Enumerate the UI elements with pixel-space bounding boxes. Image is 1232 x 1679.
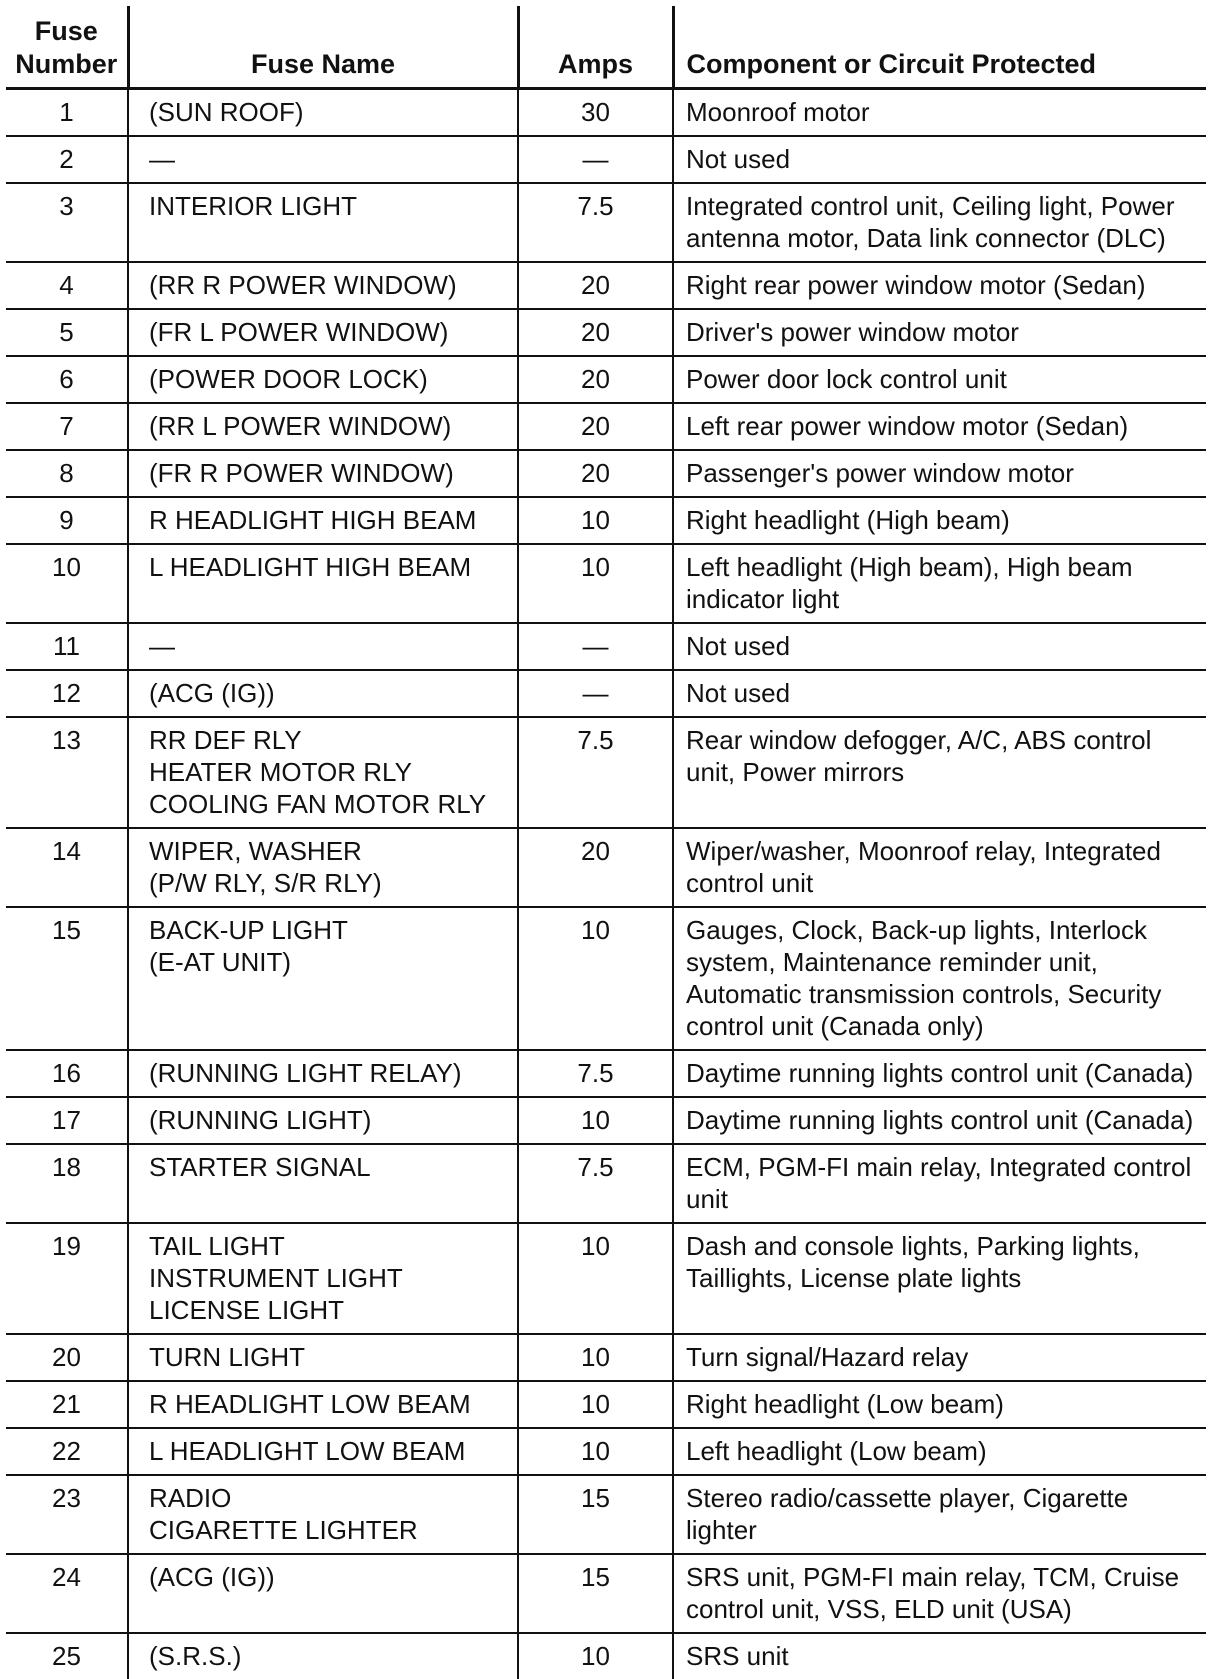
fuse-name-cell-text: (RR L POWER WINDOW) [149,411,451,441]
table-row [6,183,1206,262]
fuse-number-cell [6,1144,128,1223]
fuse-name-cell-text: L HEADLIGHT HIGH BEAM [149,552,471,582]
fuse-name-cell [128,623,518,670]
table-row [6,670,1206,717]
amps-cell-text: — [583,144,609,174]
amps-cell [518,1475,673,1554]
component-cell [673,1475,1206,1554]
fuse-name-cell [128,1428,518,1475]
component-cell-text: Not used [686,678,790,708]
fuse-name-cell-text: — [149,144,175,174]
fuse-name-cell [128,907,518,1050]
fuse-number-cell [6,183,128,262]
component-cell-text: Power door lock control unit [686,364,1007,394]
table-row [6,544,1206,623]
amps-cell [518,1050,673,1097]
fuse-number-cell [6,1223,128,1334]
component-cell-text: Not used [686,631,790,661]
component-cell-text: Left headlight (High beam), High beam indicator light [686,552,1133,614]
fuse-name-cell-text: (RUNNING LIGHT) [149,1105,371,1135]
amps-cell-text: — [583,678,609,708]
component-cell [673,670,1206,717]
component-cell-text: Left headlight (Low beam) [686,1436,987,1466]
fuse-number-cell-text: 7 [59,411,73,441]
amps-cell [518,1633,673,1679]
amps-cell-text: 15 [581,1483,610,1513]
table-row [6,309,1206,356]
amps-cell-text: 7.5 [577,1152,613,1182]
fuse-name-cell-text: STARTER SIGNAL [149,1152,371,1182]
fuse-number-cell-text: 25 [52,1641,81,1671]
component-cell [673,309,1206,356]
fuse-number-cell-text: 16 [52,1058,81,1088]
fuse-number-cell [6,623,128,670]
fuse-table [6,6,1206,1679]
fuse-name-cell-text: L HEADLIGHT LOW BEAM [149,1436,465,1466]
table-row [6,262,1206,309]
fuse-name-cell-text: (FR L POWER WINDOW) [149,317,448,347]
fuse-name-cell [128,1381,518,1428]
component-cell-text: Right headlight (Low beam) [686,1389,1004,1419]
fuse-number-cell [6,403,128,450]
amps-cell-text: 20 [581,364,610,394]
fuse-number-cell [6,717,128,828]
amps-cell-text: 10 [581,915,610,945]
amps-cell [518,717,673,828]
component-cell-text: Moonroof motor [686,97,870,127]
fuse-number-cell-text: 13 [52,725,81,755]
amps-cell [518,183,673,262]
fuse-number-cell [6,1428,128,1475]
amps-cell-text: 10 [581,505,610,535]
amps-cell [518,828,673,907]
header-fuse-name: Fuse Name [128,6,518,89]
table-row [6,136,1206,183]
fuse-number-cell [6,1334,128,1381]
amps-cell [518,1097,673,1144]
fuse-number-cell-text: 20 [52,1342,81,1372]
fuse-name-cell [128,1633,518,1679]
fuse-number-cell [6,309,128,356]
fuse-number-cell [6,1050,128,1097]
fuse-name-cell-text: (FR R POWER WINDOW) [149,458,454,488]
component-cell-text: Turn signal/Hazard relay [686,1342,968,1372]
amps-cell [518,1554,673,1633]
fuse-name-cell-text: (ACG (IG)) [149,1562,275,1592]
fuse-name-cell-text: R HEADLIGHT HIGH BEAM [149,505,476,535]
fuse-number-cell-text: 21 [52,1389,81,1419]
fuse-number-cell-text: 6 [59,364,73,394]
fuse-number-cell [6,1097,128,1144]
component-cell [673,136,1206,183]
component-cell [673,1428,1206,1475]
amps-cell [518,1144,673,1223]
header-component: Component or Circuit Protected [673,6,1206,89]
table-row [6,623,1206,670]
fuse-name-cell [128,183,518,262]
fuse-name-cell [128,1334,518,1381]
component-cell-text: Daytime running lights control unit (Canada) [686,1058,1193,1088]
fuse-name-cell [128,828,518,907]
component-cell [673,356,1206,403]
amps-cell-text: 20 [581,411,610,441]
amps-cell [518,309,673,356]
fuse-number-cell-text: 2 [59,144,73,174]
component-cell-text: ECM, PGM-FI main relay, Integrated control unit [686,1152,1191,1214]
fuse-number-cell-text: 24 [52,1562,81,1592]
amps-cell-text: 15 [581,1562,610,1592]
amps-cell [518,262,673,309]
fuse-name-cell-text: BACK-UP LIGHT (E-AT UNIT) [149,915,348,977]
fuse-name-cell [128,262,518,309]
fuse-name-cell-text: TAIL LIGHT INSTRUMENT LIGHT LICENSE LIGHT [149,1231,403,1325]
amps-cell [518,670,673,717]
fuse-name-cell-text: TURN LIGHT [149,1342,305,1372]
fuse-name-cell [128,1097,518,1144]
component-cell [673,907,1206,1050]
fuse-name-cell [128,403,518,450]
component-cell [673,1334,1206,1381]
amps-cell-text: 10 [581,1436,610,1466]
table-row [6,1334,1206,1381]
amps-cell-text: 20 [581,317,610,347]
fuse-number-cell [6,1381,128,1428]
component-cell [673,1223,1206,1334]
table-row [6,1381,1206,1428]
table-row [6,450,1206,497]
fuse-number-cell [6,356,128,403]
fuse-name-cell [128,309,518,356]
amps-cell [518,403,673,450]
component-cell [673,1144,1206,1223]
amps-cell [518,1334,673,1381]
amps-cell [518,1381,673,1428]
fuse-name-cell [128,497,518,544]
table-row [6,497,1206,544]
fuse-name-cell-text: (SUN ROOF) [149,97,304,127]
fuse-name-cell [128,89,518,137]
table-header [6,6,1206,89]
component-cell [673,1097,1206,1144]
fuse-name-cell [128,1475,518,1554]
amps-cell [518,450,673,497]
fuse-number-cell [6,89,128,137]
amps-cell [518,89,673,137]
amps-cell [518,623,673,670]
fuse-number-cell [6,544,128,623]
fuse-name-cell-text: RR DEF RLY HEATER MOTOR RLY COOLING FAN MOTOR RLY [149,725,486,819]
component-cell-text: Stereo radio/cassette player, Cigarette lighter [686,1483,1128,1545]
amps-cell [518,1223,673,1334]
fuse-number-cell-text: 10 [52,552,81,582]
table-row [6,1097,1206,1144]
fuse-number-cell-text: 8 [59,458,73,488]
header-row [6,6,1206,89]
component-cell [673,828,1206,907]
amps-cell-text: 10 [581,1342,610,1372]
component-cell [673,717,1206,828]
component-cell-text: SRS unit [686,1641,789,1671]
fuse-number-cell-text: 23 [52,1483,81,1513]
fuse-number-cell [6,907,128,1050]
fuse-name-cell-text: (POWER DOOR LOCK) [149,364,428,394]
fuse-name-cell [128,136,518,183]
component-cell-text: Driver's power window motor [686,317,1019,347]
fuse-name-cell-text: (ACG (IG)) [149,678,275,708]
table-row [6,1554,1206,1633]
component-cell-text: Left rear power window motor (Sedan) [686,411,1128,441]
fuse-name-cell [128,356,518,403]
component-cell [673,1633,1206,1679]
fuse-name-cell [128,450,518,497]
table-row [6,1144,1206,1223]
component-cell-text: Not used [686,144,790,174]
fuse-number-cell [6,1554,128,1633]
component-cell [673,1554,1206,1633]
fuse-number-cell [6,670,128,717]
fuse-number-cell-text: 15 [52,915,81,945]
fuse-name-cell-text: (RUNNING LIGHT RELAY) [149,1058,462,1088]
amps-cell-text: 30 [581,97,610,127]
fuse-name-cell-text: INTERIOR LIGHT [149,191,357,221]
header-amps: Amps [518,6,673,89]
fuse-name-cell-text: — [149,631,175,661]
fuse-name-cell-text: (RR R POWER WINDOW) [149,270,457,300]
fuse-name-cell-text: RADIO CIGARETTE LIGHTER [149,1483,418,1545]
component-cell [673,262,1206,309]
fuse-number-cell-text: 19 [52,1231,81,1261]
fuse-number-cell-text: 5 [59,317,73,347]
header-fuse-number: Fuse Number [6,6,128,89]
component-cell-text: Dash and console lights, Parking lights, Taillights, License plate lights [686,1231,1140,1293]
amps-cell-text: 20 [581,270,610,300]
fuse-number-cell-text: 22 [52,1436,81,1466]
table-row [6,1428,1206,1475]
amps-cell [518,497,673,544]
fuse-number-cell-text: 11 [53,631,80,661]
amps-cell [518,356,673,403]
component-cell-text: SRS unit, PGM-FI main relay, TCM, Cruise control unit, VSS, ELD unit (USA) [686,1562,1179,1624]
fuse-name-cell-text: (S.R.S.) [149,1641,241,1671]
fuse-name-cell [128,544,518,623]
component-cell-text: Right headlight (High beam) [686,505,1010,535]
fuse-number-cell-text: 12 [52,678,81,708]
table-row [6,1475,1206,1554]
table-body [6,89,1206,1679]
component-cell-text: Integrated control unit, Ceiling light, Power antenna motor, Data link connector (DLC) [686,191,1175,253]
component-cell [673,497,1206,544]
amps-cell [518,1428,673,1475]
fuse-number-cell-text: 4 [59,270,73,300]
amps-cell-text: 10 [581,552,610,582]
component-cell-text: Rear window defogger, A/C, ABS control unit, Power mirrors [686,725,1151,787]
amps-cell-text: 20 [581,836,610,866]
amps-cell-text: — [583,631,609,661]
amps-cell-text: 7.5 [577,191,613,221]
table-row [6,403,1206,450]
fuse-number-cell-text: 9 [59,505,73,535]
fuse-name-cell [128,1144,518,1223]
component-cell [673,544,1206,623]
fuse-number-cell-text: 14 [52,836,81,866]
fuse-number-cell-text: 17 [52,1105,81,1135]
amps-cell-text: 20 [581,458,610,488]
table-row [6,356,1206,403]
table-row [6,1633,1206,1679]
amps-cell [518,544,673,623]
fuse-name-cell [128,1050,518,1097]
component-cell [673,183,1206,262]
amps-cell-text: 10 [581,1105,610,1135]
table-row [6,1223,1206,1334]
fuse-number-cell [6,262,128,309]
amps-cell-text: 7.5 [577,1058,613,1088]
component-cell [673,89,1206,137]
component-cell [673,1381,1206,1428]
fuse-name-cell-text: R HEADLIGHT LOW BEAM [149,1389,471,1419]
component-cell [673,450,1206,497]
fuse-number-cell [6,497,128,544]
amps-cell [518,136,673,183]
fuse-name-cell [128,717,518,828]
amps-cell-text: 10 [581,1641,610,1671]
fuse-name-cell-text: WIPER, WASHER (P/W RLY, S/R RLY) [149,836,382,898]
fuse-name-cell [128,1223,518,1334]
fuse-number-cell [6,136,128,183]
amps-cell-text: 7.5 [577,725,613,755]
amps-cell [518,907,673,1050]
component-cell [673,403,1206,450]
fuse-number-cell-text: 1 [59,97,73,127]
amps-cell-text: 10 [581,1231,610,1261]
table-row [6,1050,1206,1097]
fuse-number-cell [6,450,128,497]
component-cell-text: Wiper/washer, Moonroof relay, Integrated control unit [686,836,1161,898]
fuse-name-cell [128,670,518,717]
component-cell [673,1050,1206,1097]
component-cell-text: Daytime running lights control unit (Canada) [686,1105,1193,1135]
table-row [6,717,1206,828]
fuse-number-cell-text: 18 [52,1152,81,1182]
fuse-number-cell [6,1475,128,1554]
fuse-name-cell [128,1554,518,1633]
component-cell-text: Gauges, Clock, Back-up lights, Interlock system, Maintenance reminder unit, Automatic transmission controls, Security control unit (Canada only) [686,915,1161,1041]
fuse-number-cell [6,1633,128,1679]
table-row [6,828,1206,907]
component-cell-text: Right rear power window motor (Sedan) [686,270,1146,300]
table-row [6,89,1206,137]
component-cell [673,623,1206,670]
fuse-number-cell [6,828,128,907]
component-cell-text: Passenger's power window motor [686,458,1074,488]
fuse-number-cell-text: 3 [59,191,73,221]
amps-cell-text: 10 [581,1389,610,1419]
table-row [6,907,1206,1050]
